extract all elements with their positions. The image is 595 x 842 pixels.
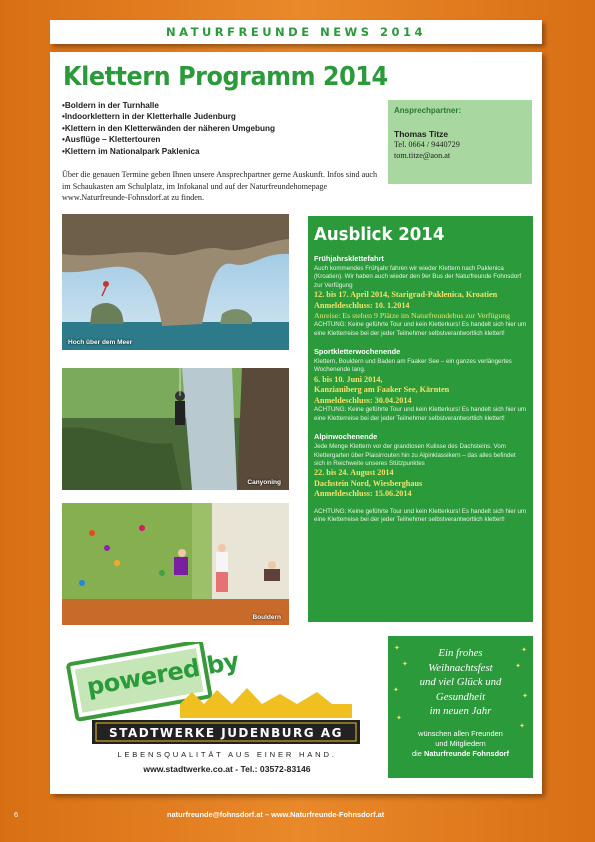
- bouldering-image: [62, 503, 289, 625]
- photo-canyoning: [62, 368, 289, 490]
- event-text: Jede Menge Klettern vor der grandiosen Kulisse des Dachsteins. Vom Klettergarten über Plaisirrouten hin zu Alpinklassikern – das alles befindet sich in Reichweite unseres Stützpunktes: [314, 443, 516, 467]
- sponsor-logo: [62, 642, 382, 782]
- program-list: [62, 100, 382, 157]
- wish-line: und Mitgliedern: [435, 738, 486, 748]
- company-name: STADTWERKE JUDENBURG AG: [109, 726, 343, 740]
- star-icon: ✦: [402, 661, 408, 668]
- company-contact[interactable]: www.stadtwerke.co.at - Tel.: 03572-83146: [143, 764, 311, 774]
- header-bar: [50, 20, 542, 44]
- greeting-line: und viel Glück und: [419, 676, 502, 688]
- event-date: 22. bis 24. August 2014: [314, 468, 394, 478]
- greeting-line: Weihnachtsfest: [428, 661, 493, 674]
- event-place: Kanzianiberg am Faaker See, Kärnten: [314, 385, 450, 395]
- event-deadline: Anmeldeschluss: 15.06.2014: [314, 489, 412, 499]
- event-sport: [314, 347, 527, 423]
- contact-name: Thomas Titze: [394, 129, 449, 139]
- greeting-signature: [388, 729, 533, 759]
- greeting-line: Gesundheit: [435, 690, 486, 703]
- page-sheet: [50, 52, 542, 794]
- list-item: • Ausflüge – Klettertouren: [62, 134, 382, 145]
- event-deadline: Anmeldeschluss: 30.04.2014: [314, 395, 412, 405]
- event-title: Frühjahrsklettefahrt: [314, 254, 384, 263]
- event-alpine: [314, 432, 527, 525]
- star-icon: ✦: [521, 647, 527, 654]
- powered-by-text: powered by: [84, 646, 241, 702]
- star-icon: ✦: [393, 687, 399, 694]
- event-text: Auch kommendes Frühjahr fahren wir wieder Klettern nach Paklenica (Kroatien). Wir haben auch wieder den 9er Bus der Naturfreunde Fohnsdorf zur Verfügung: [314, 265, 522, 289]
- greeting-line: Ein frohes: [438, 647, 483, 659]
- footer-contact[interactable]: naturfreunde@fohnsdorf.at – www.Naturfreunde-Fohnsdorf.at: [167, 810, 385, 819]
- event-title: Sportkletterwochenende: [314, 347, 401, 357]
- greeting-line: im neuen Jahr: [429, 705, 492, 717]
- photo-caption: Hoch über dem Meer: [68, 339, 133, 346]
- wish-line: wünschen allen Freunden: [418, 728, 503, 738]
- photo-caption: Bouldern: [252, 614, 281, 621]
- footer: [0, 810, 595, 824]
- event-place: Dachstein Nord, Wiesberghaus: [314, 478, 423, 488]
- event-deadline: Anmeldeschluss: 10. 1.2014: [314, 300, 410, 310]
- event-note: ACHTUNG: Keine geführte Tour und kein Kletterkurs! Es handelt sich hier um eine Kletterreise bei der jeder Teilnehmer selbstverantwortlich klettert!: [314, 406, 527, 422]
- intro-paragraph: Über die genauen Termine geben Ihnen unsere Ansprechpartner gerne Auskunft. Infos sind auch im Schaukasten am Schulplatz, im Infokanal und auf der Naturfreundehomepage www.Naturfreunde-Fohnsdorf.at zu finden.: [62, 170, 378, 202]
- event-date: 6. bis 10. Juni 2014,: [314, 374, 383, 384]
- christmas-greeting-box: [388, 636, 533, 778]
- event-date: 12. bis 17. April 2014, Starigrad-Paklenica, Kroatien: [314, 290, 498, 300]
- list-item: • Indoorklettern in der Kletterhalle Judenburg: [62, 111, 382, 122]
- canyoning-image: [62, 368, 289, 490]
- star-icon: ✦: [519, 723, 525, 730]
- ausblick-title: Ausblick 2014: [314, 224, 445, 245]
- sea-cliff-image: [62, 214, 289, 350]
- event-extra: Anreise: Es stehen 9 Plätze im Naturfreundebus zur Verfügung: [314, 311, 511, 321]
- star-icon: ✦: [394, 645, 400, 652]
- photo-bouldering: [62, 503, 289, 625]
- event-title: Alpinwochenende: [314, 432, 378, 442]
- star-icon: ✦: [396, 715, 402, 722]
- star-icon: ✦: [515, 663, 521, 670]
- contact-email[interactable]: tom.titze@aon.at: [394, 151, 451, 160]
- contact-box: [388, 100, 532, 184]
- page-title: Klettern Programm 2014: [63, 62, 388, 92]
- header-title: NATURFREUNDE NEWS 2014: [165, 25, 427, 39]
- event-note: ACHTUNG: Keine geführte Tour und kein Kletterkurs! Es handelt sich hier um eine Kletterreise bei der jeder Teilnehmer selbstverantwortlich klettert!: [314, 321, 527, 337]
- contact-title: Ansprechpartner:: [394, 106, 462, 115]
- event-text: Klettern, Bouldern und Baden am Faaker See – ein ganzes verlängertes Wochenende lang.: [314, 358, 512, 374]
- contact-phone: Tel. 0664 / 9440729: [394, 140, 460, 149]
- event-spring: [314, 254, 527, 338]
- wish-prefix: die: [412, 748, 424, 758]
- wish-club-name: Naturfreunde Fohnsdorf: [423, 748, 509, 758]
- photo-sea-cliff: [62, 214, 289, 350]
- wish-line-3: [388, 749, 533, 759]
- list-item: • Klettern in den Kletterwänden der näheren Umgebung: [62, 123, 382, 134]
- list-item: • Klettern im Nationalpark Paklenica: [62, 146, 382, 157]
- page-number: 6: [14, 810, 19, 819]
- ausblick-box: [308, 216, 533, 622]
- list-item: • Boldern in der Turnhalle: [62, 100, 382, 111]
- event-note: ACHTUNG: Keine geführte Tour und kein Kletterkurs! Es handelt sich hier um eine Kletterreise bei der jeder Teilnehmer selbstverantwortlich klettert!: [314, 507, 527, 524]
- photo-caption: Canyoning: [247, 479, 281, 486]
- company-slogan: LEBENSQUALITÄT AUS EINER HAND.: [117, 750, 337, 759]
- star-icon: ✦: [522, 693, 528, 700]
